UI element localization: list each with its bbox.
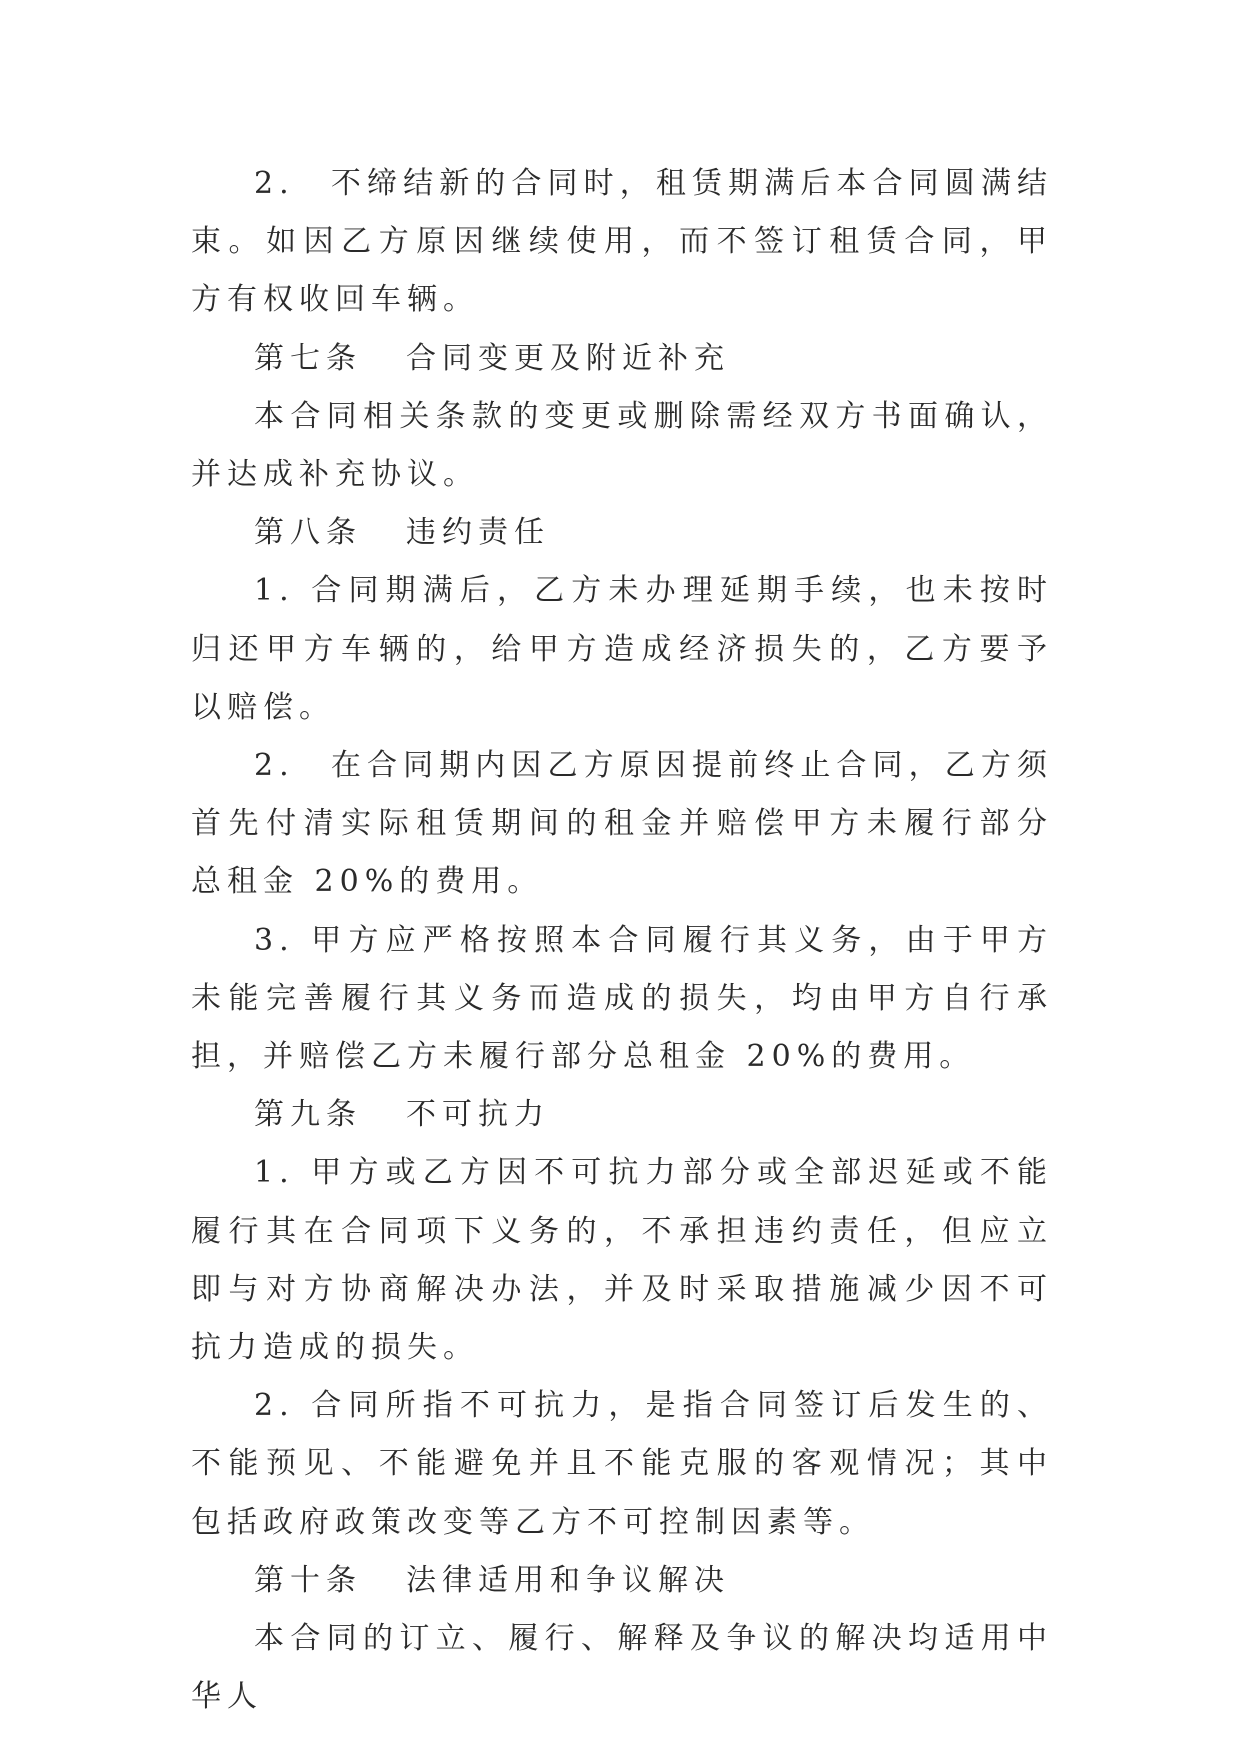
article-9-item-2: 2. 合同所指不可抗力，是指合同签订后发生的、不能预见、不能避免并且不能克服的客观情况；其中包括政府政策改变等乙方不可控制因素等。 — [191, 1388, 1053, 1540]
article-title: 合同变更及附近补充 — [406, 340, 730, 376]
article-title: 违约责任 — [406, 515, 550, 551]
article-8-heading — [191, 504, 1053, 562]
article-title: 不可抗力 — [406, 1097, 550, 1133]
article-10-body: 本合同的订立、履行、解释及争议的解决均适用中华人 — [191, 1621, 1053, 1715]
article-number: 第九条 — [254, 1097, 362, 1133]
article-9-heading — [191, 1086, 1053, 1144]
article-7-heading — [191, 330, 1053, 388]
article-7-body: 本合同相关条款的变更或删除需经双方书面确认，并达成补充协议。 — [191, 398, 1053, 493]
article-number: 第七条 — [254, 340, 362, 376]
article-9-item-1: 1. 甲方或乙方因不可抗力部分或全部迟延或不能履行其在合同项下义务的，不承担违约责任，但应立即与对方协商解决办法，并及时采取措施减少因不可抗力造成的损失。 — [191, 1155, 1053, 1366]
article-number: 第八条 — [254, 515, 362, 551]
article-8-item-3: 3. 甲方应严格按照本合同履行其义务，由于甲方未能完善履行其义务而造成的损失，均由甲方自行承担，并赔偿乙方未履行部分总租金 20%的费用。 — [191, 922, 1053, 1075]
article-title: 法律适用和争议解决 — [406, 1562, 730, 1598]
article-8-item-2: 2. 在合同期内因乙方原因提前终止合同，乙方须首先付清实际租赁期间的租金并赔偿甲方未履行部分总租金 20%的费用。 — [191, 748, 1053, 900]
document-body — [191, 155, 1053, 1726]
article-10-heading — [191, 1552, 1053, 1610]
article-8-item-1: 1. 合同期满后，乙方未办理延期手续，也未按时归还甲方车辆的，给甲方造成经济损失的，乙方要予以赔偿。 — [191, 573, 1053, 725]
clause-6-item-2: 2. 不缔结新的合同时，租赁期满后本合同圆满结束。如因乙方原因继续使用，而不签订租赁合同，甲方有权收回车辆。 — [191, 166, 1053, 318]
article-number: 第十条 — [254, 1562, 362, 1598]
